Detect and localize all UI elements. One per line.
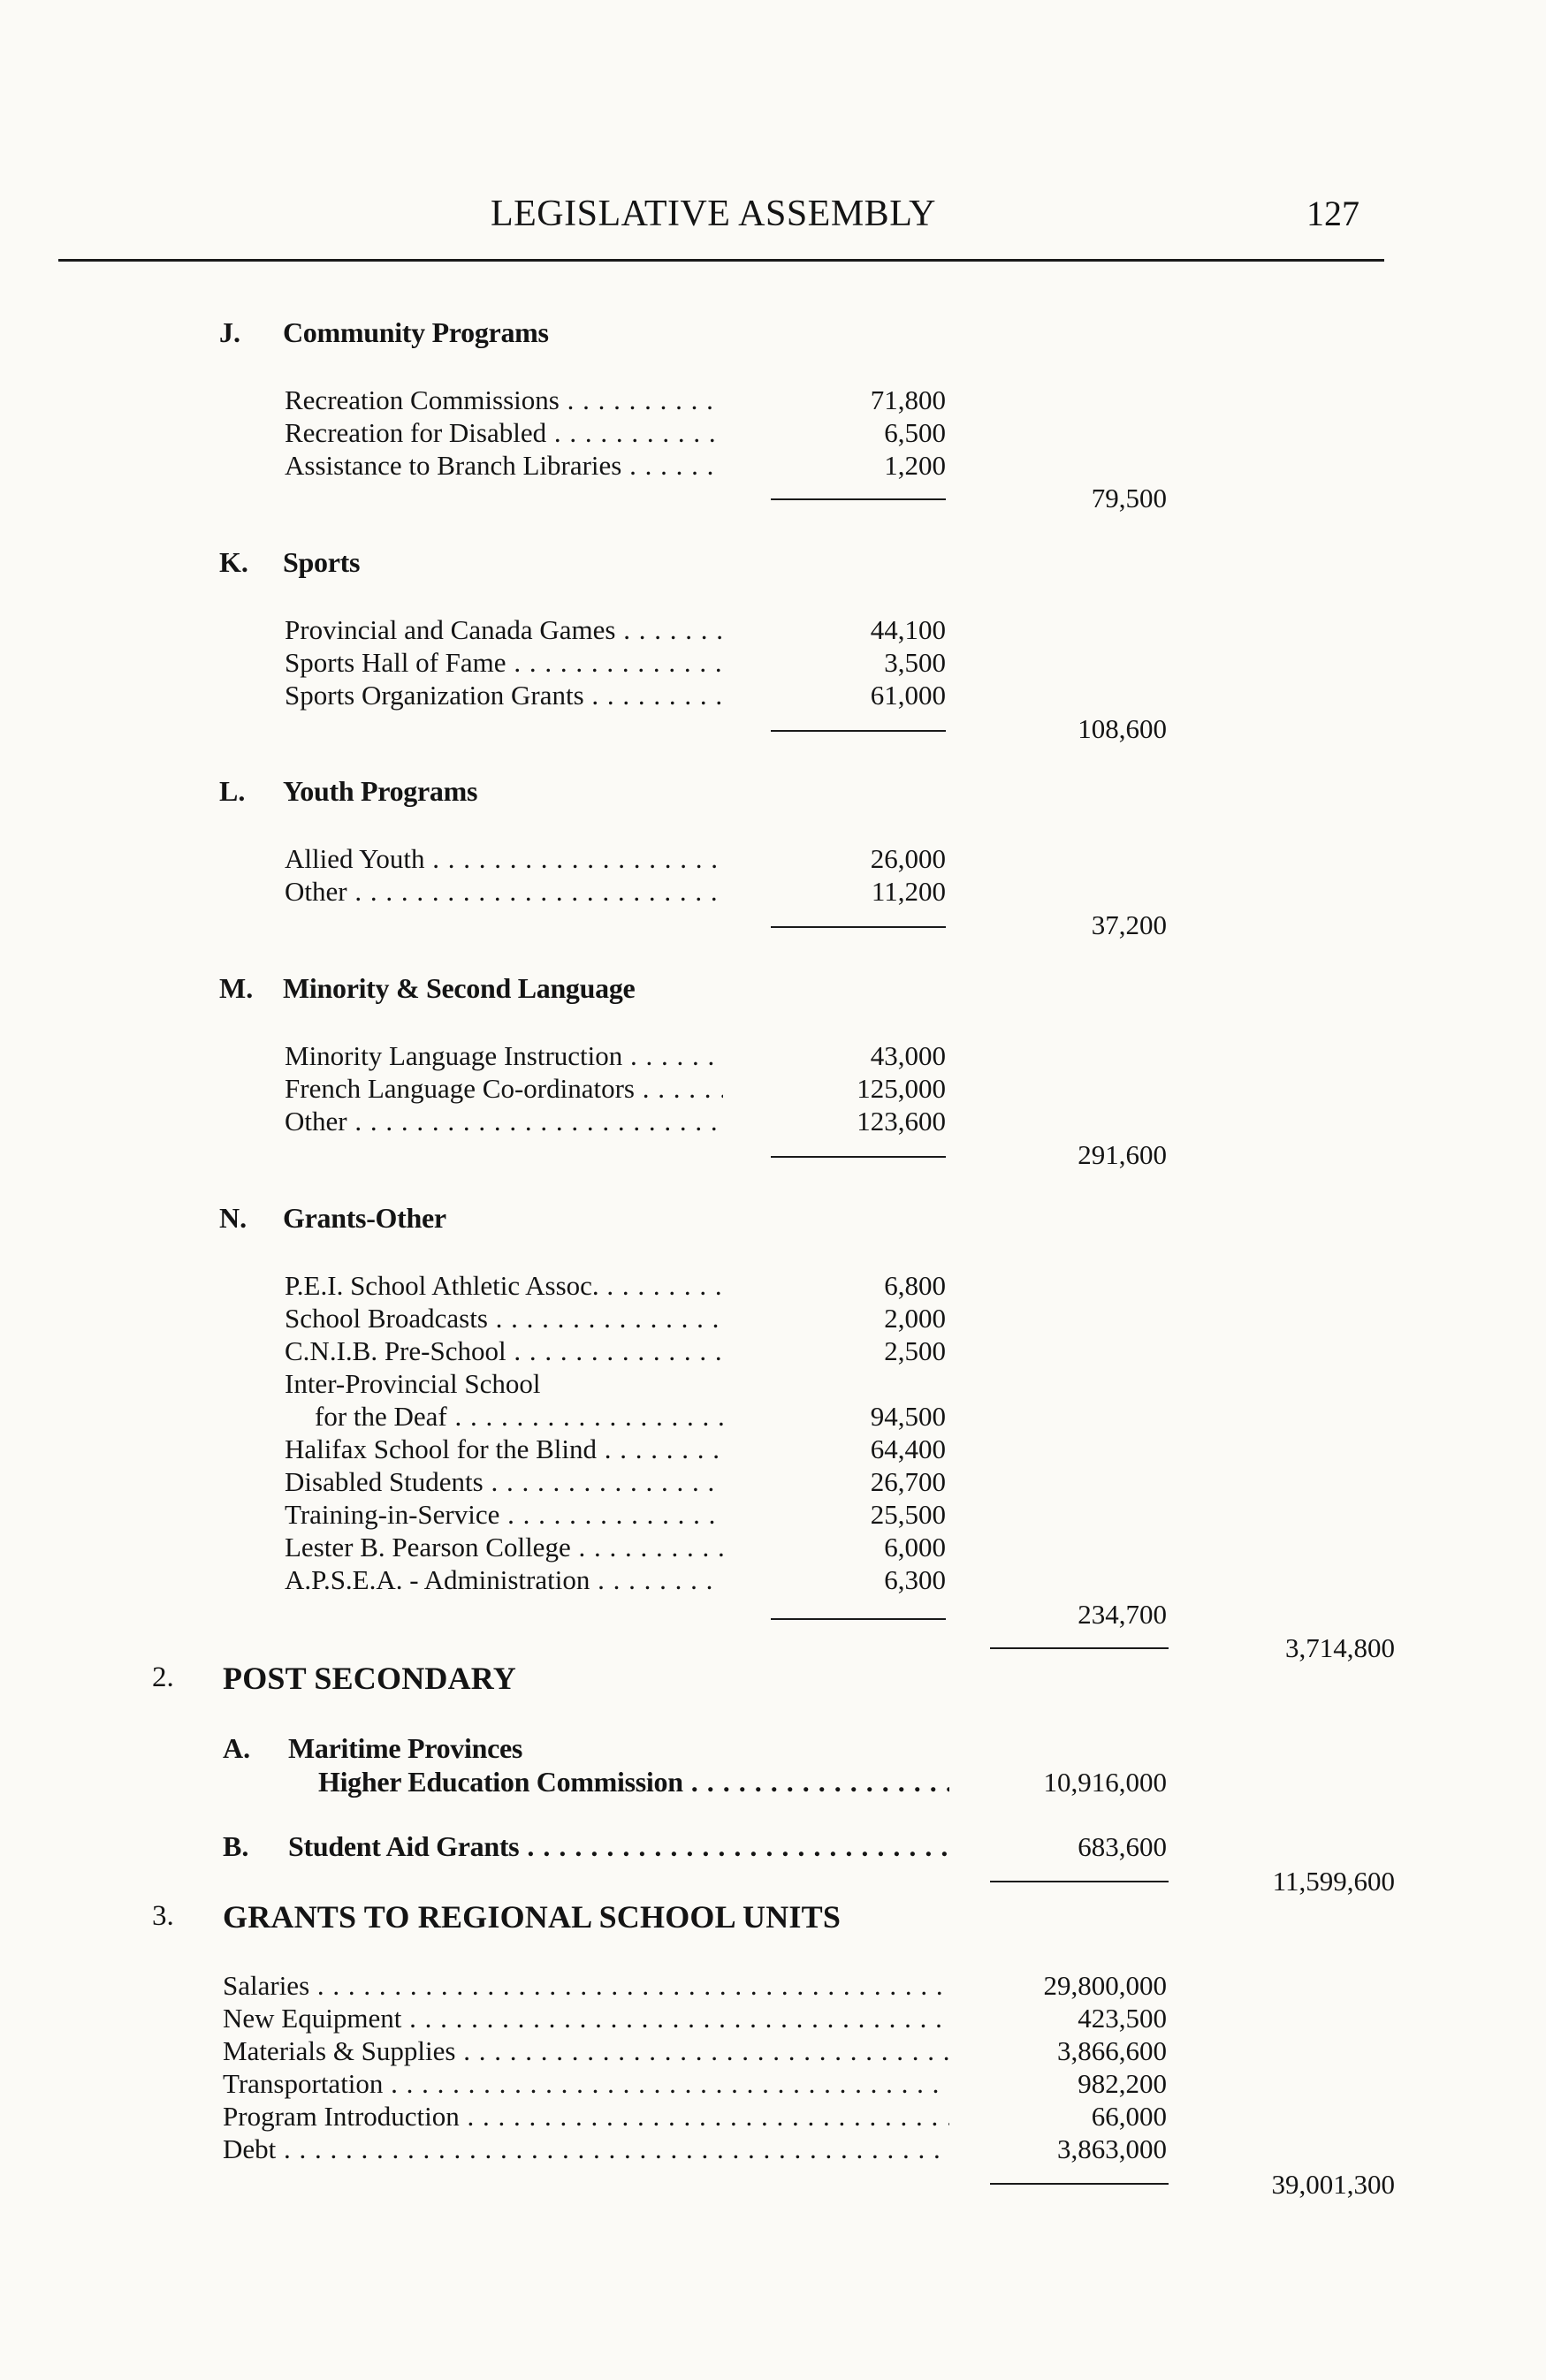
- line-item-label: School Broadcasts . . .: [285, 1302, 723, 1334]
- page-number: 127: [1306, 194, 1359, 233]
- line-item-label: Inter-Provincial School: [285, 1368, 541, 1399]
- section-letter-k: K.: [219, 546, 248, 578]
- line-item-label: Sports Hall of Fame . . .: [285, 646, 723, 679]
- section-total: 37,200: [1091, 909, 1167, 940]
- line-item-amount: 64,400: [870, 1433, 946, 1464]
- line-item-label: Provincial and Canada Games . . .: [285, 613, 723, 646]
- line-item-label: Allied Youth . . .: [285, 842, 723, 875]
- line-item-amount: 2,000: [884, 1303, 946, 1334]
- line-item-amount: 11,200: [871, 876, 946, 907]
- part-total: 3,714,800: [1285, 1632, 1395, 1663]
- line-item-label: Halifax School for the Blind . . .: [285, 1433, 723, 1465]
- line-item-amount: 71,800: [870, 384, 946, 415]
- part-total: 39,001,300: [1271, 2169, 1395, 2200]
- line-item-label: for the Deaf . . .: [315, 1400, 723, 1433]
- section-letter-l: L.: [219, 775, 246, 807]
- header-rule: [58, 259, 1384, 262]
- line-item-amount: 66,000: [1091, 2101, 1167, 2132]
- line-item-amount: 44,100: [870, 614, 946, 645]
- section-heading-minority-second-language: Minority & Second Language: [283, 972, 636, 1004]
- line-item-label: Lester B. Pearson College . . .: [285, 1531, 723, 1563]
- subtotal-rule: [771, 1618, 946, 1620]
- line-item-label: P.E.I. School Athletic Assoc. . . .: [285, 1269, 723, 1302]
- major-section-number: 3.: [152, 1900, 174, 1932]
- section-total: 108,600: [1078, 713, 1167, 744]
- line-item-amount: 3,500: [884, 647, 946, 678]
- line-item-amount: 6,300: [884, 1564, 946, 1595]
- line-item-amount: 26,700: [870, 1466, 946, 1497]
- line-item-label: Transportation . . .: [223, 2067, 949, 2100]
- line-item-label: C.N.I.B. Pre-School . . .: [285, 1334, 723, 1367]
- line-item-label: Training-in-Service . . .: [285, 1498, 723, 1531]
- line-item-label: Program Introduction . . .: [223, 2100, 949, 2133]
- line-item-amount: 94,500: [870, 1401, 946, 1432]
- page-title: LEGISLATIVE ASSEMBLY: [491, 194, 936, 234]
- line-item-amount: 10,916,000: [1043, 1767, 1167, 1798]
- line-item-amount: 683,600: [1078, 1831, 1167, 1862]
- line-item-amount: 3,866,600: [1057, 2035, 1167, 2066]
- subtotal-rule: [771, 926, 946, 928]
- major-section-number: 2.: [152, 1661, 174, 1693]
- line-item-amount: 6,000: [884, 1532, 946, 1563]
- line-item-label: Materials & Supplies . . .: [223, 2034, 949, 2067]
- subtotal-rule: [771, 1156, 946, 1158]
- line-item-amount: 1,200: [884, 450, 946, 481]
- line-item-amount: 982,200: [1078, 2068, 1167, 2099]
- line-item-amount: 423,500: [1078, 2003, 1167, 2034]
- line-item-label: Minority Language Instruction . . .: [285, 1039, 723, 1072]
- item-heading-higher-education-commission: Higher Education Commission . . .: [318, 1766, 949, 1798]
- section-letter-m: M.: [219, 972, 254, 1004]
- line-item-label: Debt . . .: [223, 2133, 949, 2165]
- line-item-label: Sports Organization Grants . . .: [285, 679, 723, 711]
- subtotal-rule: [771, 730, 946, 732]
- section-heading-youth-programs: Youth Programs: [283, 775, 478, 807]
- line-item-label: A.P.S.E.A. - Administration . . .: [285, 1563, 723, 1596]
- section-heading-grants-other: Grants-Other: [283, 1202, 446, 1234]
- line-item-label: French Language Co-ordinators . . .: [285, 1072, 723, 1105]
- line-item-label: Disabled Students . . .: [285, 1465, 723, 1498]
- major-heading-post-secondary: POST SECONDARY: [223, 1661, 516, 1696]
- line-item-amount: 123,600: [857, 1106, 946, 1137]
- section-letter-j: J.: [219, 316, 240, 348]
- line-item-label: Other . . .: [285, 875, 723, 908]
- section-heading-sports: Sports: [283, 546, 361, 578]
- line-item-label: Salaries . . .: [223, 1969, 949, 2002]
- total-rule: [990, 2183, 1169, 2185]
- line-item-amount: 26,000: [870, 843, 946, 874]
- section-heading-community-programs: Community Programs: [283, 316, 549, 348]
- section-letter-a: A.: [223, 1732, 251, 1764]
- line-item-label: Assistance to Branch Libraries . . .: [285, 449, 723, 482]
- item-heading-maritime-provinces: Maritime Provinces: [288, 1732, 523, 1764]
- part-total: 11,599,600: [1272, 1866, 1395, 1897]
- section-total: 234,700: [1078, 1599, 1167, 1630]
- section-letter-n: N.: [219, 1202, 248, 1234]
- line-item-label: Recreation Commissions . . .: [285, 384, 723, 416]
- line-item-amount: 61,000: [870, 680, 946, 711]
- line-item-amount: 3,863,000: [1057, 2133, 1167, 2164]
- line-item-label: New Equipment . . .: [223, 2002, 949, 2034]
- section-letter-b: B.: [223, 1830, 249, 1862]
- line-item-label: Recreation for Disabled . . .: [285, 416, 723, 449]
- total-rule: [990, 1881, 1169, 1882]
- major-heading-regional-school-units: GRANTS TO REGIONAL SCHOOL UNITS: [223, 1899, 842, 1935]
- line-item-amount: 25,500: [870, 1499, 946, 1530]
- line-item-amount: 125,000: [857, 1073, 946, 1104]
- line-item-amount: 6,800: [884, 1270, 946, 1301]
- subtotal-rule: [771, 498, 946, 500]
- line-item-amount: 43,000: [870, 1040, 946, 1071]
- line-item-amount: 2,500: [884, 1335, 946, 1366]
- item-heading-student-aid-grants: Student Aid Grants . . .: [288, 1830, 949, 1863]
- total-rule: [990, 1647, 1169, 1649]
- line-item-label: Other . . .: [285, 1105, 723, 1137]
- line-item-amount: 6,500: [884, 417, 946, 448]
- section-total: 291,600: [1078, 1139, 1167, 1170]
- section-total: 79,500: [1091, 483, 1167, 513]
- line-item-amount: 29,800,000: [1043, 1970, 1167, 2001]
